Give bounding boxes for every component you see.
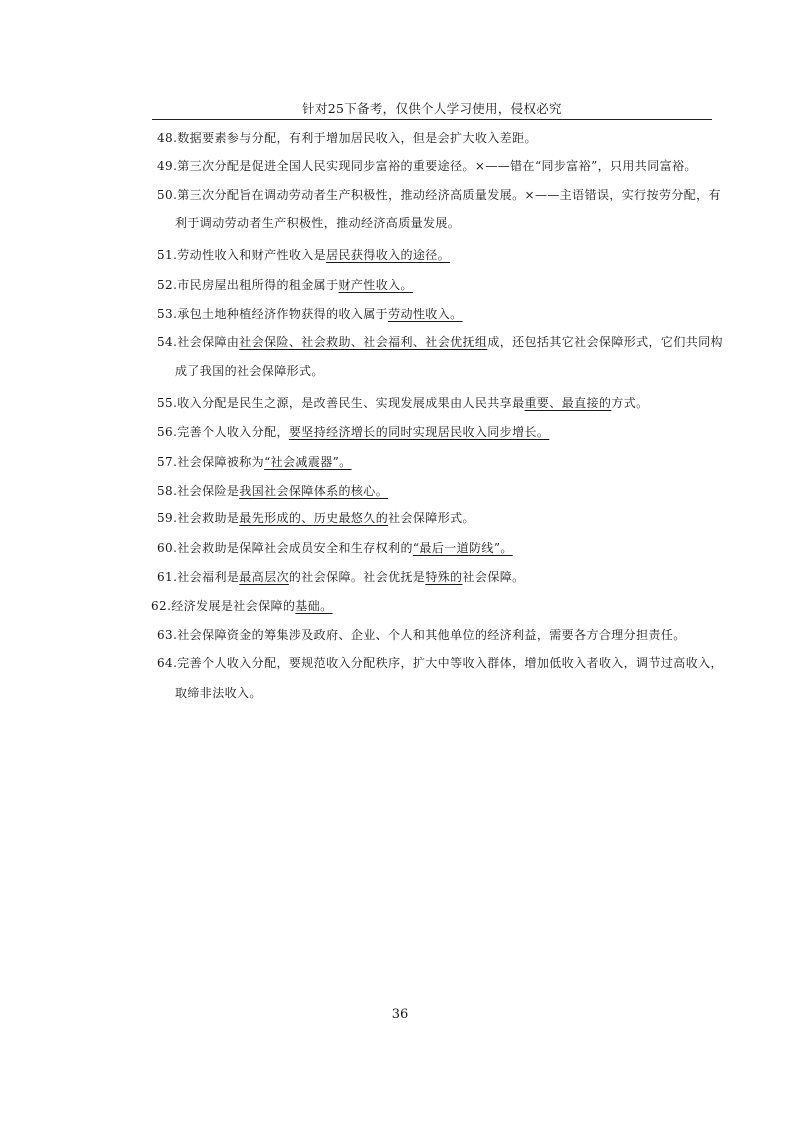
- underlined-text: 居民获得收入的途径。: [326, 248, 451, 262]
- list-item: [157, 306, 463, 322]
- underlined-text: 特殊的: [425, 570, 463, 584]
- item-text: 利于调动劳动者生产积极性，推动经济高质量发展。: [175, 216, 461, 230]
- list-item: [157, 277, 413, 293]
- underlined-text: 基础。: [295, 599, 333, 613]
- item-text: 61.社会福利是: [157, 570, 240, 584]
- item-text: 54.社会保障由: [157, 335, 240, 349]
- list-item: [157, 454, 352, 470]
- item-text: 49.第三次分配是促进全国人民实现同步富裕的重要途径。×——错在“同步富裕”，只用共同富裕。: [157, 159, 697, 173]
- item-text: 63.社会保障资金的筹集涉及政府、企业、个人和其他单位的经济利益，需要各方合理分担责任。: [157, 628, 686, 642]
- item-text: 57.社会保障被称为: [157, 455, 265, 469]
- list-item: [157, 158, 697, 174]
- item-text: 的社会保障。社会优抚是: [288, 570, 426, 584]
- item-text: 60.社会救助是保障社会成员安全和生存权利的: [157, 541, 413, 555]
- underlined-text: 重要、最直接的: [524, 396, 612, 410]
- underlined-text: 社会保险、社会救助、社会福利、社会优抚组: [239, 335, 488, 349]
- item-text: 58.社会保险是: [157, 484, 240, 498]
- list-item: [157, 247, 450, 263]
- underlined-text: 最先形成的、历史最悠久的: [239, 511, 389, 525]
- item-text: 方式。: [611, 396, 649, 410]
- list-item: [157, 334, 723, 350]
- list-item: [157, 569, 525, 585]
- item-text: 56.完善个人收入分配，: [157, 425, 289, 439]
- item-text: 取缔非法收入。: [175, 686, 262, 700]
- underlined-text: 财产性收入。: [338, 278, 413, 292]
- item-text: 53.承包土地种植经济作物获得的收入属于: [157, 307, 389, 321]
- underlined-text: 劳动性收入。: [388, 307, 463, 321]
- item-text: 社会保障。: [462, 570, 525, 584]
- underlined-text: 我国社会保障体系的核心。: [239, 484, 389, 498]
- underlined-text: 最高层次: [239, 570, 289, 584]
- list-item: [175, 685, 262, 701]
- item-text: 48.数据要素参与分配，有利于增加居民收入，但是会扩大收入差距。: [157, 131, 537, 145]
- item-text: 64.完善个人收入分配，要规范收入分配秩序，扩大中等收入群体，增加低收入者收入，调节过高收入，: [157, 656, 723, 670]
- item-text: 社会保障形式。: [388, 511, 475, 525]
- underlined-text: “社会减震器”。: [264, 455, 352, 469]
- list-item: [157, 627, 686, 643]
- list-item: [175, 215, 460, 231]
- list-item: [157, 424, 549, 440]
- item-text: 成了我国的社会保障形式。: [175, 364, 324, 378]
- list-item: [151, 598, 333, 614]
- item-text: 55.收入分配是民生之源，是改善民生、实现发展成果由人民共享最: [157, 396, 525, 410]
- list-item: [157, 130, 537, 146]
- item-text: 62.经济发展是社会保障的: [151, 599, 296, 613]
- item-text: 50.第三次分配旨在调动劳动者生产积极性，推动经济高质量发展。×——主语错误，实行按劳分配，有: [157, 188, 721, 202]
- underlined-text: “最后一道防线”。: [412, 541, 513, 555]
- list-item: [175, 363, 324, 379]
- underlined-text: 要坚持经济增长的同时实现居民收入同步增长。: [288, 425, 550, 439]
- item-text: 59.社会救助是: [157, 511, 240, 525]
- page-header-text: 针对25下备考，仅供个人学习使用，侵权必究: [302, 101, 562, 116]
- list-item: [157, 540, 513, 556]
- item-text: 成，还包括其它社会保障形式，它们共同构: [487, 335, 723, 349]
- list-item: [157, 655, 723, 671]
- list-item: [157, 510, 475, 526]
- list-item: [157, 395, 649, 411]
- list-item: [157, 187, 721, 203]
- item-text: 52.市民房屋出租所得的租金属于: [157, 278, 339, 292]
- list-item: [157, 483, 388, 499]
- item-text: 51.劳动性收入和财产性收入是: [157, 248, 327, 262]
- page-number: 36: [391, 1007, 409, 1022]
